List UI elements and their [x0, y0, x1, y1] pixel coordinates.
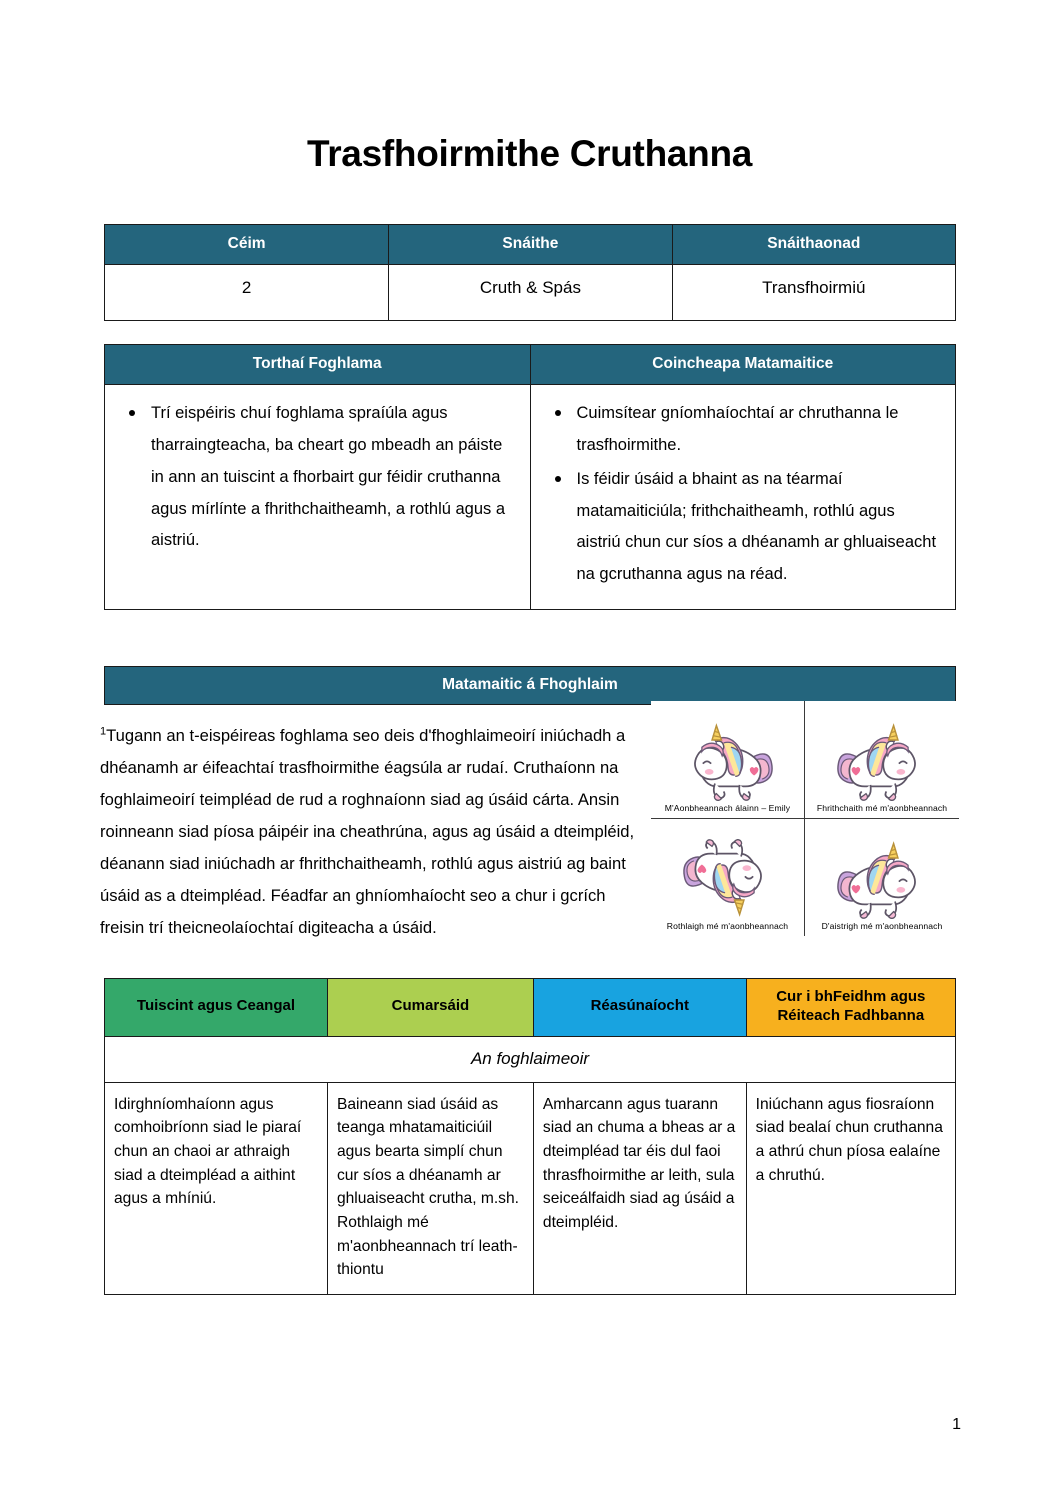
table-header-row — [105, 225, 956, 265]
cell-learning-outcomes — [105, 385, 531, 610]
header-reasunaiocht: Réasúnaíocht — [533, 979, 746, 1037]
figure-caption: Rothlaigh mé m'aonbheannach — [666, 921, 789, 932]
header-torthai-foghlama: Torthaí Foghlama — [105, 345, 531, 385]
unicorn-transformation-figure — [651, 701, 959, 936]
figure-caption: Fhrithchaith mé m'aonbheannach — [816, 802, 948, 813]
learning-banner: Matamaitic á Fhoghlaim — [104, 666, 956, 705]
page-number: 1 — [952, 1416, 961, 1433]
value-snaithe: Cruth & Spás — [389, 265, 672, 321]
list-item: Is féidir úsáid a bhaint as na téarmaí matamaiticiúla; frithchaitheamh, rothlú agus aistriú chun cur síos a dhéanamh ar ghluaiseacht na gcruthanna agus na réad. — [577, 464, 942, 591]
value-ceim: 2 — [105, 265, 389, 321]
header-cur-i-bhfeidhm: Cur i bhFeidhm agus Réiteach Fadhbanna — [746, 979, 955, 1037]
page-title: Trasfhoirmithe Cruthanna — [306, 133, 753, 174]
table-row — [105, 385, 956, 610]
header-snaithe: Snáithe — [389, 225, 672, 265]
cell-tuiscint-description: Idirghníomhaíonn agus comhoibríonn siad le piaraí chun an chaoi ar athraigh siad a dteimpléad a aithint agus a mhíniú. — [105, 1082, 328, 1295]
cell-cumarsaid-description: Baineann siad úsáid as teanga mhatamaiticiúil agus bearta simplí chun cur síos a dhéanamh ar ghluaiseacht crutha, m.sh. Rothlaigh mé m'aonbheannach trí leath-thiontu — [327, 1082, 533, 1295]
unicorn-translated-icon — [824, 839, 940, 919]
table-header-row — [105, 345, 956, 385]
learning-body-text — [100, 720, 648, 944]
learning-body-paragraph: Tugann an t-eispéireas foghlama seo deis d'fhoghlaimeoirí iniúchadh a dhéanamh ar éifeachtaí trasfhoirmithe éagsúla ar rudaí. Cruthaíonn na foghlaimeoirí teimpléad de rud a roghnaíonn siad ag úsáid cárta. Ansin roinneann siad píosa páipéir ina cheathrúna, agus ag úsáid a dteimpléid, déanann siad iniúchadh ar fhrithchaitheamh, rothlú agus aistriú ag baint úsáid as a dteimpléad. Féadfar an ghníomhaíocht seo a chur i gcrích freisin trí theicneolaíochtaí digiteacha a úsáid. — [100, 725, 635, 937]
table-header-row — [105, 979, 956, 1037]
figure-cell-translated — [805, 819, 959, 937]
header-cumarsaid: Cumarsáid — [327, 979, 533, 1037]
table-row — [105, 1036, 956, 1082]
unicorn-reflected-icon — [824, 721, 940, 801]
cell-math-concepts — [530, 385, 956, 610]
learning-outcomes-list — [115, 398, 516, 557]
figure-caption: D'aistrigh mé m'aonbheannach — [821, 921, 943, 932]
list-item: Cuimsítear gníomhaíochtaí ar chruthanna le trasfhoirmithe. — [577, 398, 942, 462]
table-row — [105, 265, 956, 321]
header-tuiscint-agus-ceangal: Tuiscint agus Ceangal — [105, 979, 328, 1037]
math-concepts-list — [541, 398, 942, 591]
figure-cell-rotated — [651, 819, 805, 937]
competency-table — [104, 978, 956, 1295]
overview-table — [104, 224, 956, 321]
header-ceim: Céim — [105, 225, 389, 265]
footnote-marker: 1 — [100, 725, 107, 738]
figure-cell-original — [651, 701, 805, 819]
header-coincheapa-matamaitice: Coincheapa Matamaitice — [530, 345, 956, 385]
header-snaithaonad: Snáithaonad — [672, 225, 955, 265]
table-row — [105, 1082, 956, 1295]
unicorn-original-icon — [670, 721, 786, 801]
figure-caption: M'Aonbheannach álainn – Emily — [664, 802, 791, 813]
list-item: Trí eispéiris chuí foghlama spraíúla agus tharraingteacha, ba cheart go mbeadh an páiste in ann an tuiscint a fhorbairt gur féidir cruthanna agus mírlínte a fhrithchaitheamh, a rothlú agus a aistriú. — [151, 398, 516, 557]
cell-cur-i-bhfeidhm-description: Iniúchann agus fiosraíonn siad bealaí chun cruthanna a athrú chun píosa ealaíne a chruthú. — [746, 1082, 955, 1295]
figure-cell-reflected — [805, 701, 959, 819]
unicorn-rotated-icon — [670, 839, 786, 919]
outcomes-table — [104, 344, 956, 610]
value-snaithaonad: Transfhoirmiú — [672, 265, 955, 321]
learner-row-label: An foghlaimeoir — [105, 1036, 956, 1082]
cell-reasunaiocht-description: Amharcann agus tuarann siad an chuma a bheas ar a dteimpléad tar éis dul faoi thrasfhoirmithe ar leith, sula seiceálfaidh siad ag úsáid a dteimpléid. — [533, 1082, 746, 1295]
